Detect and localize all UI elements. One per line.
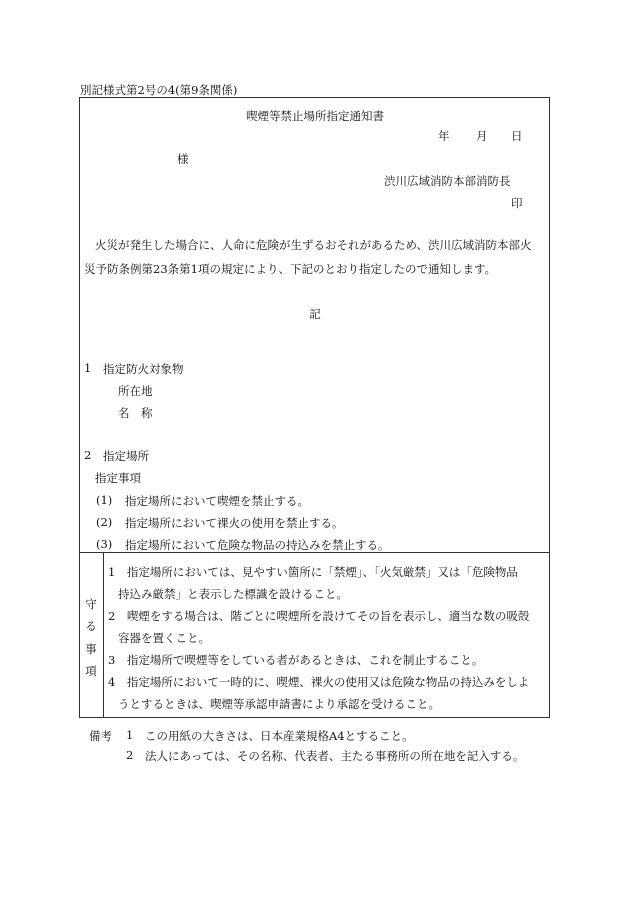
ki-heading: 記 — [309, 307, 321, 321]
date-day: 日 — [511, 129, 523, 143]
mamoru-line: 持込み厳禁」と表示した標識を設けること。 — [118, 587, 348, 601]
body-text-line-1: 火災が発生した場合に、人命に危険が生ずるおそれがあるため、渋川広域消防本部火 — [95, 238, 532, 252]
body-text-line-2: 災予防条例第23条第1項の規定により、下記のとおり指定したので通知します。 — [84, 262, 497, 276]
date-month: 月 — [476, 129, 488, 143]
mamoru-line: 3 指定場所で喫煙等をしている者があるときは、これを制止すること。 — [108, 653, 484, 667]
location-label: 所在地 — [118, 384, 153, 398]
mamoru-label-char: る — [85, 619, 97, 633]
bikou-label: 備考 — [89, 729, 112, 743]
name-label: 名 称 — [118, 406, 153, 420]
mamoru-line: 2 喫煙をする場合は、階ごとに喫煙所を設けてその旨を表示し、適当な数の吸殻 — [108, 609, 530, 623]
section1-title: 指定防火対象物 — [103, 362, 184, 376]
mamoru-line: 容器を置くこと。 — [118, 631, 210, 645]
item-1-text: 指定場所において喫煙を禁止する。 — [125, 494, 309, 508]
mamoru-label-char: 事 — [85, 642, 97, 656]
bikou-item-text: この用紙の大きさは、日本産業規格A4とすること。 — [145, 729, 414, 743]
seal-mark: 印 — [511, 196, 523, 210]
document-title: 喫煙等禁止場所指定通知書 — [246, 109, 384, 123]
item-1-number: (1) — [96, 493, 113, 507]
mamoru-label-char: 守 — [85, 597, 97, 611]
section1-number: 1 — [84, 361, 92, 375]
mamoru-line: 1 指定場所においては、見やすい箇所に「禁煙」、「火気厳禁」又は「危険物品 — [108, 565, 518, 579]
mamoru-line: うとするときは、喫煙等承認申請書により承認を受けること。 — [118, 697, 440, 711]
bikou-item-number: 1 — [126, 728, 134, 742]
mamoru-label-char: 項 — [85, 664, 97, 678]
item-2-number: (2) — [96, 515, 113, 529]
date-year: 年 — [438, 129, 450, 143]
section2-number: 2 — [84, 448, 92, 462]
bikou-item-number: 2 — [126, 748, 134, 762]
item-3-number: (3) — [96, 537, 113, 551]
section2-subtitle: 指定事項 — [95, 471, 141, 485]
mamoru-line: 4 指定場所において一時的に、喫煙、裸火の使用又は危険な物品の持込みをしよ — [108, 675, 530, 689]
issuer: 渋川広域消防本部消防長 — [384, 174, 511, 188]
bikou-item-text: 法人にあっては、その名称、代表者、主たる事務所の所在地を記入する。 — [145, 749, 525, 763]
item-2-text: 指定場所において裸火の使用を禁止する。 — [125, 516, 344, 530]
addressee-suffix: 様 — [177, 152, 189, 166]
mamoru-column-divider — [103, 552, 104, 718]
section2-title: 指定場所 — [103, 449, 149, 463]
form-label: 別記様式第2号の4(第9条関係) — [80, 83, 238, 97]
item-3-text: 指定場所において危険な物品の持込みを禁止する。 — [125, 538, 390, 552]
